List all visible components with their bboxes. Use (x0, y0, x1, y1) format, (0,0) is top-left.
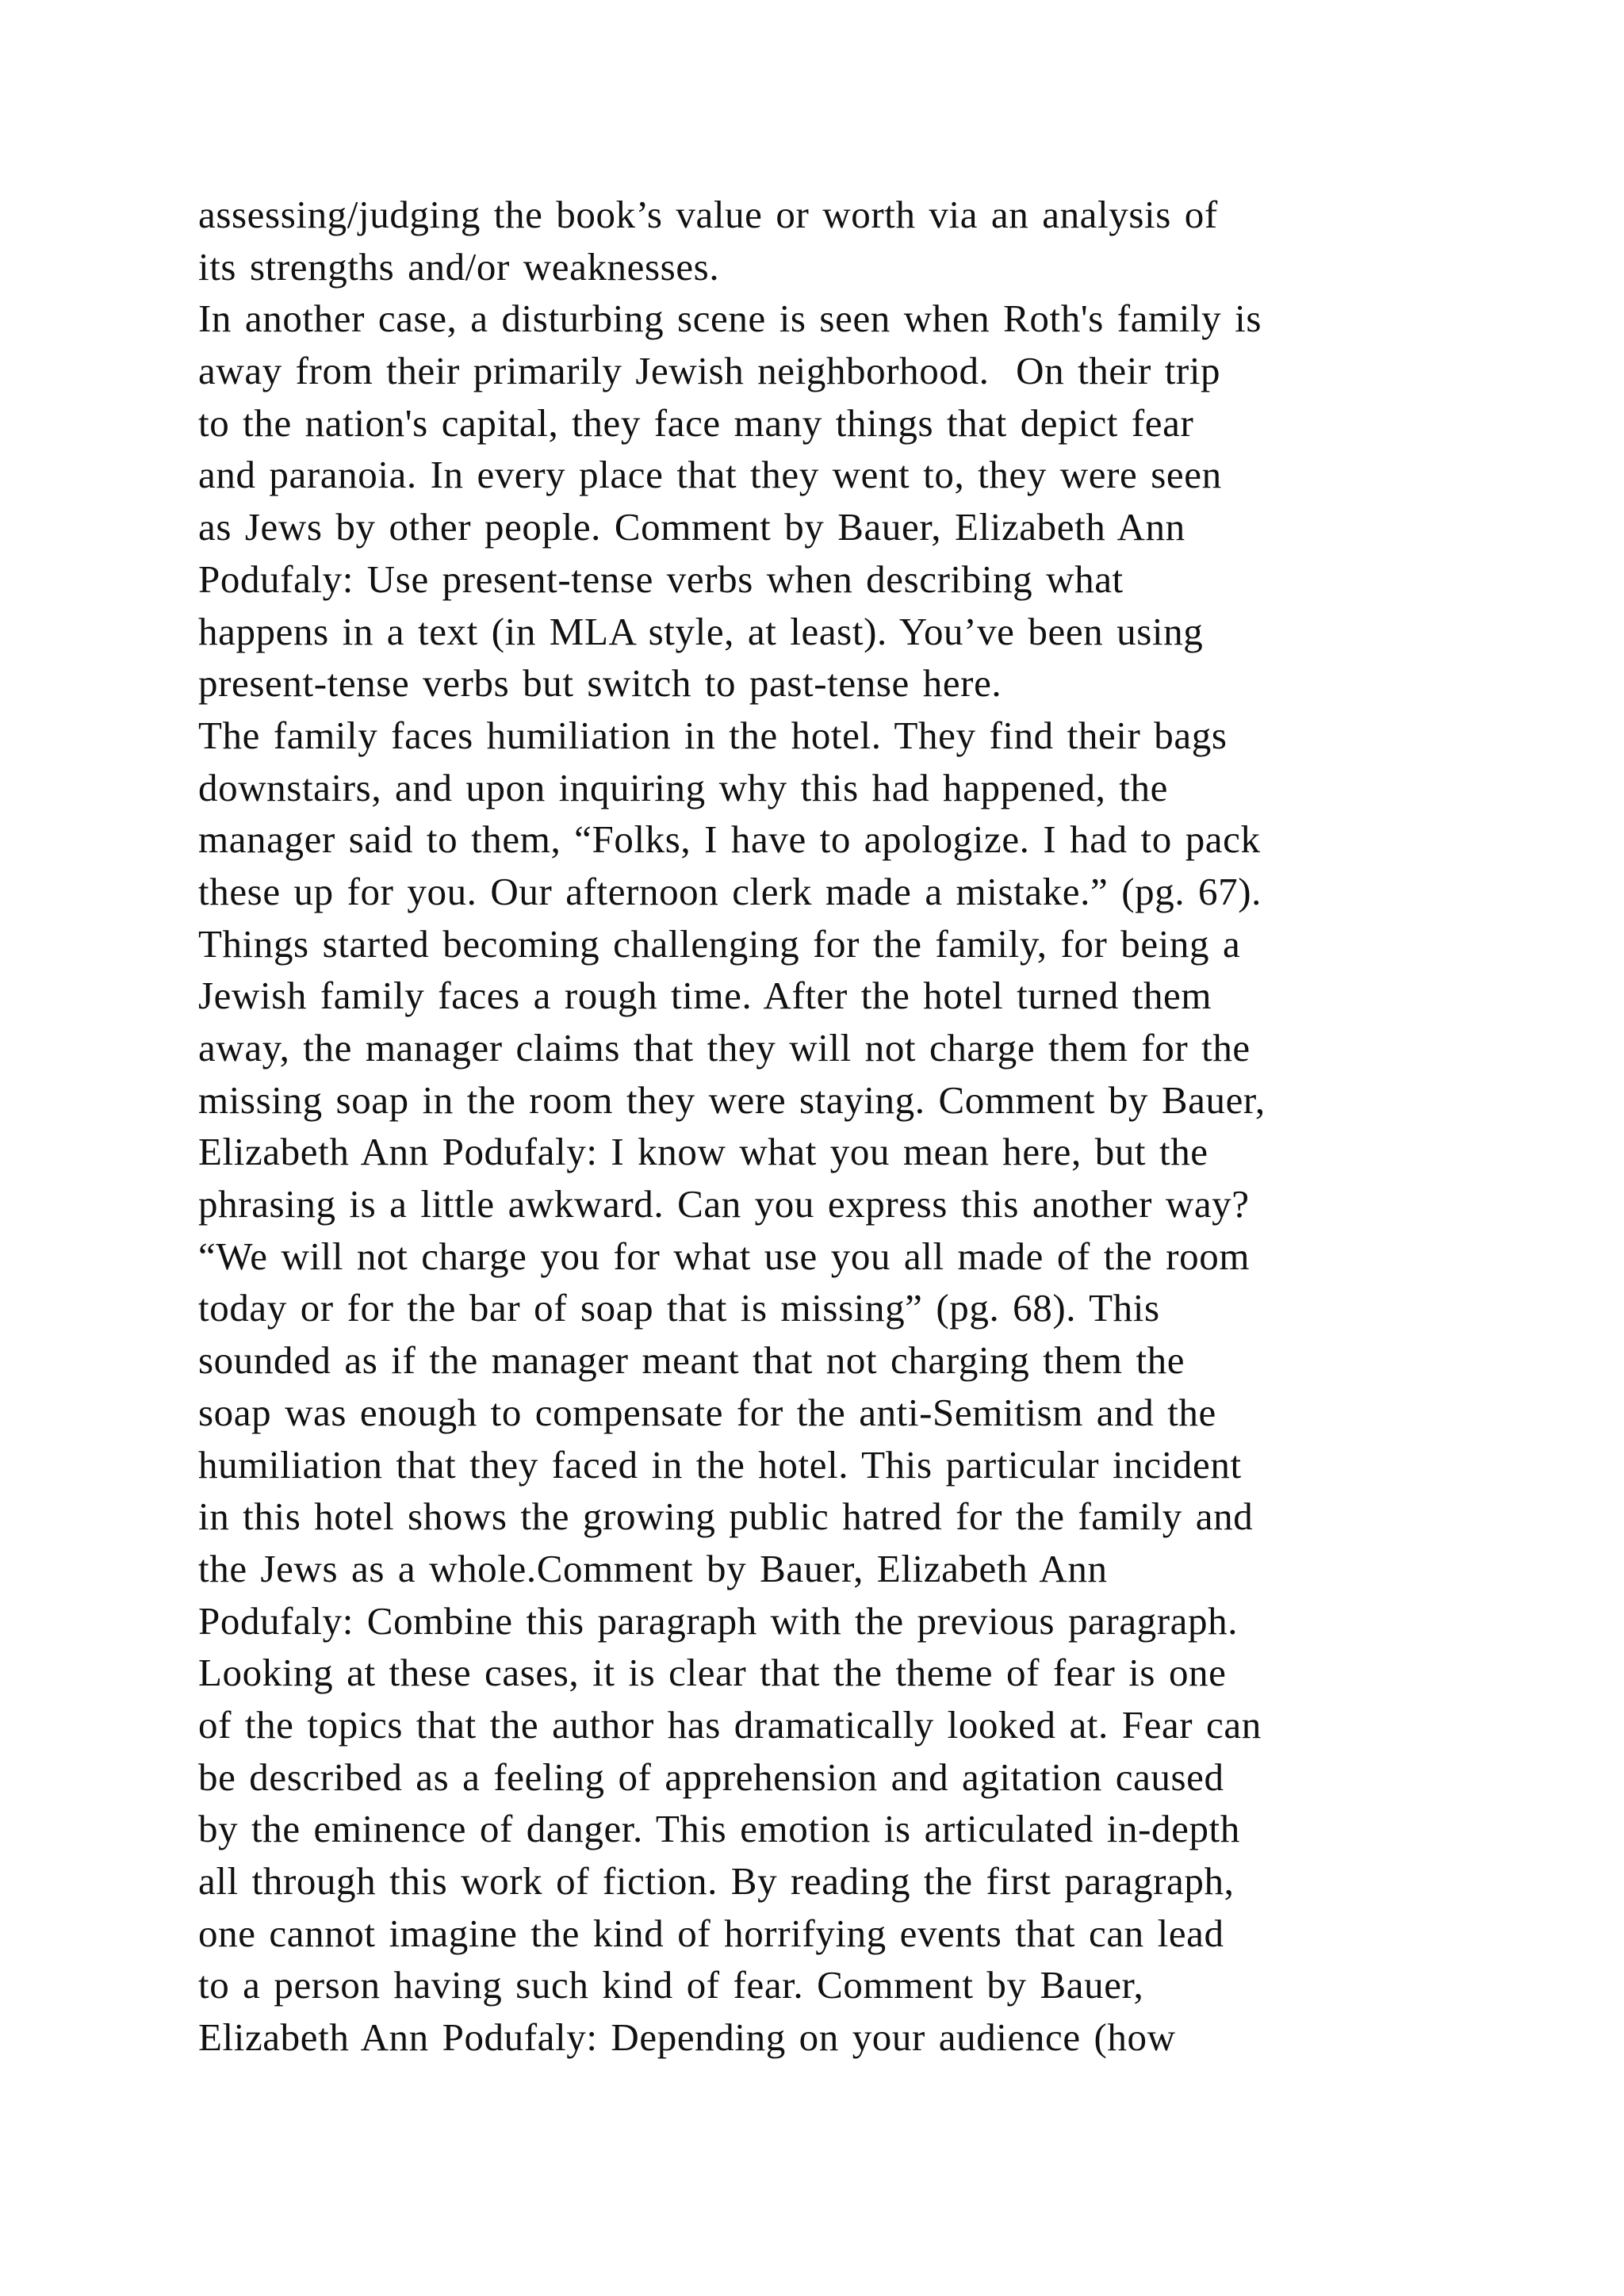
text-line: away, the manager claims that they will not charge them for the (198, 1026, 1251, 1070)
text-line: assessing/judging the book’s value or worth via an analysis of (198, 193, 1218, 236)
text-line: Podufaly: Combine this paragraph with the previous paragraph. (198, 1598, 1239, 1643)
text-line: The family faces humiliation in the hotel. They find their bags (198, 713, 1228, 757)
text-line: as Jews by other people. Comment by Bauer, Elizabeth Ann (198, 505, 1185, 549)
text-line: today or for the bar of soap that is missing” (pg. 68). This (198, 1286, 1160, 1330)
text-line: Jewish family faces a rough time. After the hotel turned them (198, 974, 1212, 1018)
text-line: sounded as if the manager meant that not charging them the (198, 1338, 1185, 1383)
text-line: the Jews as a whole.Comment by Bauer, Elizabeth Ann (198, 1546, 1108, 1590)
text-line: to a person having such kind of fear. Comment by Bauer, (198, 1963, 1144, 2007)
text-line: Podufaly: Use present-tense verbs when describing what (198, 557, 1124, 601)
text-line: these up for you. Our afternoon clerk made a mistake.” (pg. 67). (198, 869, 1262, 913)
text-line: Looking at these cases, it is clear that the theme of fear is one (198, 1651, 1227, 1695)
text-line: one cannot imagine the kind of horrifying events that can lead (198, 1911, 1224, 1955)
text-line: by the eminence of danger. This emotion is articulated in-depth (198, 1807, 1240, 1851)
text-line: of the topics that the author has dramatically looked at. Fear can (198, 1702, 1262, 1747)
text-line: soap was enough to compensate for the anti-Semitism and the (198, 1390, 1216, 1434)
text-line: Elizabeth Ann Podufaly: I know what you mean here, but the (198, 1130, 1208, 1174)
text-line: be described as a feeling of apprehension and agitation caused (198, 1755, 1224, 1799)
text-line: manager said to them, “Folks, I have to apologize. I had to pack (198, 817, 1261, 862)
text-line: in this hotel shows the growing public hatred for the family and (198, 1494, 1254, 1539)
text-line: present-tense verbs but switch to past-tense here. (198, 661, 1002, 706)
text-line: and paranoia. In every place that they went to, they were seen (198, 453, 1222, 497)
text-line: downstairs, and upon inquiring why this had happened, the (198, 765, 1168, 809)
text-line: missing soap in the room they were staying. Comment by Bauer, (198, 1077, 1266, 1122)
text-line: all through this work of fiction. By reading the first paragraph, (198, 1859, 1235, 1903)
text-line: away from their primarily Jewish neighborhood. On their trip (198, 349, 1221, 393)
text-line: its strengths and/or weaknesses. (198, 244, 720, 289)
text-line: “We will not charge you for what use you all made of the room (198, 1234, 1251, 1278)
text-line: Things started becoming challenging for the family, for being a (198, 921, 1241, 966)
text-line: phrasing is a little awkward. Can you express this another way? (198, 1182, 1250, 1226)
text-line: In another case, a disturbing scene is seen when Roth's family is (198, 297, 1262, 341)
text-line: to the nation's capital, they face many things that depict fear (198, 400, 1194, 445)
body-text (198, 189, 1507, 2064)
text-line: Elizabeth Ann Podufaly: Depending on your audience (how (198, 2015, 1176, 2060)
text-line: happens in a text (in MLA style, at least). You’ve been using (198, 609, 1204, 653)
text-line: humiliation that they faced in the hotel. This particular incident (198, 1442, 1242, 1487)
